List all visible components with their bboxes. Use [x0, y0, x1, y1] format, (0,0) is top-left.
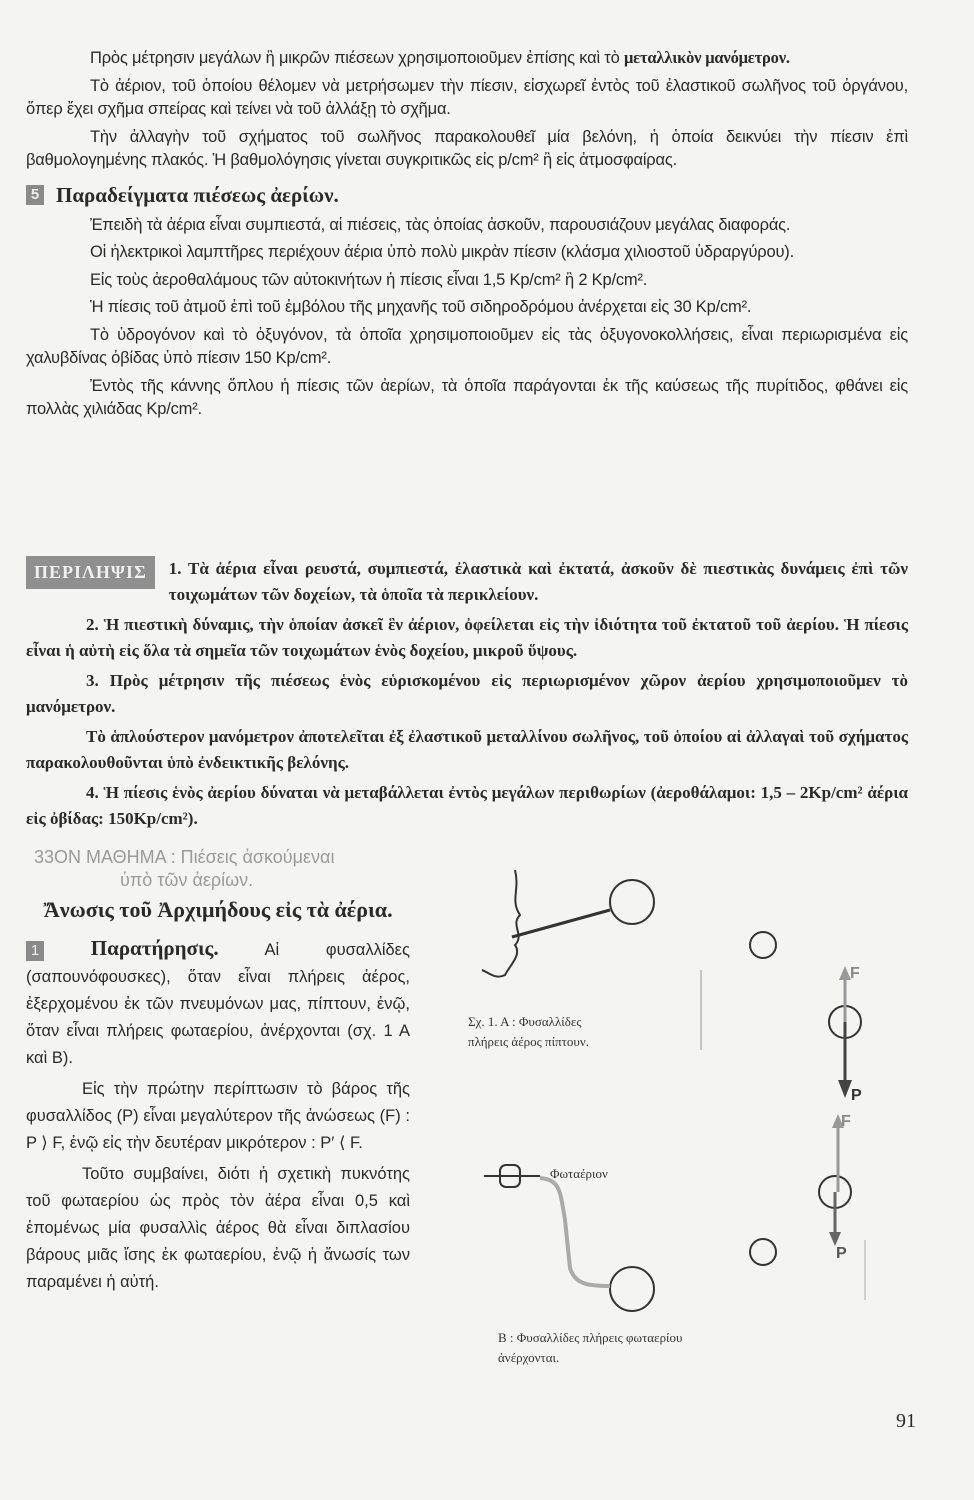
caption-line: Σχ. 1. Α : Φυσαλλίδες [468, 1014, 582, 1029]
force-label-f: F [841, 1113, 851, 1130]
force-label-p: P [851, 1087, 862, 1104]
summary-item: 4. Ἡ πίεσις ἑνὸς ἀερίου δύναται νὰ μεταβάλλεται ἐντὸς μεγάλων περιθωρίων (ἀεροθάλαμοι: 1,5 – 2Kp/cm² ἀέρια εἰς ὀβίδας: 150Kp/cm²). [26, 783, 908, 828]
paragraph: Ἡ πίεσις τοῦ ἀτμοῦ ἐπὶ τοῦ ἐμβόλου τῆς μηχανῆς τοῦ σιδηροδρόμου ἀνέρχεται εἰς 30 Kp/cm². [90, 298, 752, 316]
summary-item: Τὸ ἁπλούστερον μανόμετρον ἀποτελεῖται ἐξ ἐλαστικοῦ μεταλλίνου σωλῆνος, τοῦ ὁποίου αἱ ἀλλαγαὶ τοῦ σχήματος παρακολουθοῦνται ὑπὸ ἐνδεικτικῆς βελόνης. [26, 727, 908, 772]
bubble-b [610, 1267, 654, 1311]
section-title: Ἄνωσις τοῦ Ἀρχιμήδους εἰς τὰ ἀέρια. [43, 897, 393, 922]
paragraph: Τὸ ἀέριον, τοῦ ὁποίου θέλομεν νὰ μετρήσωμεν τὴν πίεσιν, εἰσχωρεῖ ἐντὸς τοῦ ἐλαστικοῦ σωλῆνος τοῦ ὀργάνου, ὅπερ ἔχει σχῆμα σπείρας καὶ τείνει νὰ τοῦ ἀλλάξῃ τὸ σχῆμα. [26, 76, 908, 118]
paragraph: Ἐπειδὴ τὰ ἀέρια εἶναι συμπιεστά, αἱ πιέσεις, τὰς ὁποίας ἀσκοῦν, παρουσιάζουν μεγάλας διαφοράς. [90, 215, 791, 234]
summary-badge: ΠΕΡΙΛΗΨΙΣ [26, 556, 155, 589]
paragraph: Ἐντὸς τῆς κάννης ὅπλου ἡ πίεσις τῶν ἀερίων, τὰ ὁποῖα παράγονται ἐκ τῆς καύσεως τῆς πυρίτιδος, φθάνει εἰς πολλὰς χιλιάδας Kp/cm². [26, 376, 908, 418]
bubble-a [610, 880, 654, 924]
summary-item: 3. Πρὸς μέτρησιν τῆς πιέσεως ἑνὸς εὑρισκομένου εἰς περιωρισμένον χῶρον ἀερίου χρησιμοποιοῦμεν τὸ μανόμετρον. [26, 671, 908, 716]
small-bubble [750, 932, 776, 958]
paragraph: Εἰς τοὺς ἀεροθαλάμους τῶν αὐτοκινήτων ἡ πίεσις εἶναι 1,5 Kp/cm² ἢ 2 Kp/cm². [90, 270, 648, 289]
page-number: 91 [896, 1410, 916, 1432]
face-profile [482, 870, 520, 977]
caption-line: Β : Φυσαλλίδες πλήρεις φωταερίου [498, 1330, 683, 1345]
caption-line: ἀνέρχονται. [498, 1350, 560, 1365]
paragraph: Τὴν ἀλλαγὴν τοῦ σχήματος τοῦ σωλῆνος παρακολουθεῖ μία βελόνη, ἡ ὁποία δεικνύει τὴν πίεσιν ἐπὶ βαθμολογημένης πλακός. Ἡ βαθμολόγησις γίνεται συγκριτικῶς εἰς p/cm² ἢ εἰς ἀτμοσφαίρας. [26, 127, 908, 169]
summary-item: 2. Ἡ πιεστικὴ δύναμις, τὴν ὁποίαν ἀσκεῖ ἓν ἀέριον, ὀφείλεται εἰς τὴν ἰδιότητα τοῦ ἐκτατοῦ τοῦ ἀερίου. Ἡ πίεσις εἶναι ἡ αὐτὴ εἰς ὅλα τὰ σημεῖα τῶν τοιχωμάτων ἑνὸς δοχείου, μικροῦ ὕψους. [26, 615, 908, 660]
heading-text: Παρατήρησις. [90, 936, 219, 960]
lesson-line: 33ΟΝ ΜΑΘΗΜΑ : Πιέσεις ἀσκούμεναι [34, 847, 335, 867]
lesson-line: ὑπὸ τῶν ἀερίων. [120, 870, 254, 890]
bold-term: μεταλλικὸν μανόμετρον. [624, 48, 790, 67]
heading-text: Παραδείγματα πιέσεως ἀερίων. [56, 182, 339, 207]
paragraph: Τὸ ὑδρογόνον καὶ τὸ ὀξυγόνον, τὰ ὁποῖα χρησιμοποιοῦμεν εἰς τὰς ὀξυγονοκολλήσεις, εἶναι περιωρισμένα εἰς χαλυβδίνας ὀβίδας ὑπὸ πίεσιν 150 Kp/cm². [26, 325, 908, 367]
section-number: 5 [26, 185, 44, 205]
force-label-f: F [850, 965, 860, 982]
paragraph-text: Πρὸς μέτρησιν μεγάλων ἢ μικρῶν πιέσεων χρησιμοποιοῦμεν ἐπίσης καὶ τὸ [90, 49, 624, 67]
caption-line: πλήρεις ἀέρος πίπτουν. [468, 1034, 589, 1049]
gas-label: Φωταέριον [550, 1166, 608, 1181]
small-bubble [750, 1239, 776, 1265]
paragraph: Τοῦτο συμβαίνει, διότι ἡ σχετικὴ πυκνότης τοῦ φωταερίου ὡς πρὸς τὸν ἀέρα εἶναι 0,5 καὶ ἑπομένως μία φυσαλλὶς ἀέρος θὰ εἶναι διπλασίου βάρους μιᾶς ἴσης ἐκ φωταερίου, ἐνῷ ἡ ἄνωσίς των παραμένει ἡ αὐτή. [26, 1165, 410, 1291]
summary-item: 1. Τὰ ἀέρια εἶναι ρευστά, συμπιεστά, ἐλαστικὰ καὶ ἐκτατά, ἀσκοῦν δὲ πιεστικὰς δυνάμεις ἐπὶ τῶν τοιχωμάτων τῶν δοχείων, τὰ ὁποῖα τὰ περικλείουν. [168, 559, 908, 604]
paragraph-text: Αἱ φυσαλλίδες (σαπουνόφουσκες), ὅταν εἶναι πλήρεις ἀέρος, ἐξερχομένου ἐκ τῶν πνευμόνων μας, πίπτουν, ἐνῷ, ὅταν εἶναι πλήρεις φωταερίου, ἀνέρχονται (σχ. 1 Α καὶ Β). [26, 941, 410, 1067]
figure-caption-a [468, 1012, 589, 1052]
paragraph: Εἰς τὴν πρώτην περίπτωσιν τὸ βάρος τῆς φυσαλλίδος (P) εἶναι μεγαλύτερον τῆς ἀνώσεως (F) : P ⟩ F, ἐνῷ εἰς τὴν δευτέραν μικρότερον : P′ ⟨ F. [26, 1080, 410, 1152]
gas-tube [540, 1178, 610, 1286]
straw [512, 910, 610, 937]
force-label-p: P [836, 1245, 847, 1262]
section-number: 1 [26, 941, 44, 961]
paragraph: Οἱ ἠλεκτρικοὶ λαμπτῆρες περιέχουν ἀέρια ὑπὸ πολὺ μικρὰν πίεσιν (κλάσμα χιλιοστοῦ ὑδραργύρου). [90, 243, 794, 261]
figure-caption-b [498, 1328, 683, 1368]
